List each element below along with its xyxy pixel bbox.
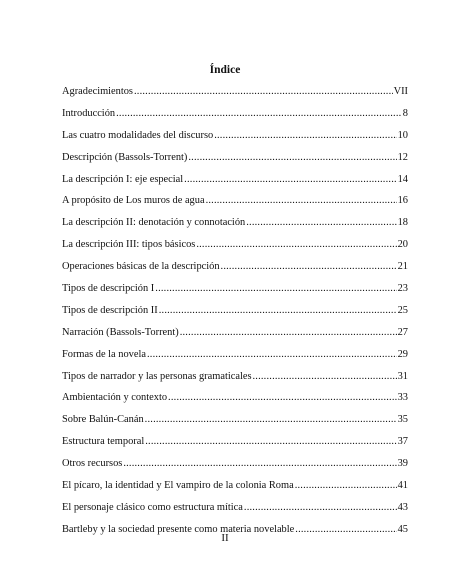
page-number: II (221, 532, 229, 544)
toc-entry (62, 173, 408, 195)
toc-leader-dots (244, 501, 397, 515)
toc-leader-dots (116, 107, 402, 121)
toc-entry-page: 31 (397, 370, 408, 382)
toc-leader-dots (252, 370, 396, 384)
toc-leader-dots (206, 194, 397, 208)
toc-entry (62, 85, 408, 107)
toc-entry-label: El pícaro, la identidad y El vampiro de la colonia Roma (62, 480, 294, 492)
toc-entry-label: Estructura temporal (62, 436, 145, 448)
toc-entry-page: 20 (397, 239, 408, 251)
toc-entry (62, 194, 408, 216)
toc-leader-dots (134, 85, 393, 99)
toc-entry-label: Sobre Balún-Canán (62, 414, 144, 426)
toc-entry-page: 35 (397, 414, 408, 426)
toc-entry-page: 14 (397, 173, 408, 185)
toc-leader-dots (196, 238, 396, 252)
toc-entry (62, 391, 408, 413)
toc-leader-dots (188, 151, 396, 165)
toc-entry-page: 27 (397, 326, 408, 338)
toc-entry-label: Otros recursos (62, 458, 123, 470)
toc-entry-label: Introducción (62, 107, 116, 119)
toc-entry (62, 326, 408, 348)
toc-entry (62, 501, 408, 523)
toc-leader-dots (295, 479, 397, 493)
toc-leader-dots (147, 348, 397, 362)
toc-leader-dots (221, 260, 397, 274)
toc-entry (62, 304, 408, 326)
toc-entry (62, 151, 408, 173)
toc-entry (62, 282, 408, 304)
toc-leader-dots (145, 413, 397, 427)
toc-entry (62, 238, 408, 260)
toc-entry-page: 25 (397, 304, 408, 316)
toc-entry (62, 129, 408, 151)
toc-entry (62, 260, 408, 282)
toc-entry-label: A propósito de Los muros de agua (62, 195, 205, 207)
toc-leader-dots (180, 326, 397, 340)
toc-entry-label: La descripción III: tipos básicos (62, 239, 196, 251)
toc-entry-page: 12 (397, 151, 408, 163)
toc-entry-page: 39 (397, 458, 408, 470)
toc-entry-page: 23 (397, 283, 408, 295)
toc-entry (62, 457, 408, 479)
toc-entry (62, 348, 408, 370)
toc-leader-dots (246, 216, 396, 230)
toc-leader-dots (155, 282, 396, 296)
toc-entry (62, 107, 408, 129)
toc-entry-label: Tipos de descripción II (62, 304, 158, 316)
toc-entry-label: Tipos de descripción I (62, 283, 155, 295)
toc-entry-label: Bartleby y la sociedad presente como materia novelable (62, 523, 295, 535)
toc-leader-dots (184, 173, 396, 187)
toc-entry-page: 8 (402, 107, 408, 119)
toc-entry-page: 18 (397, 217, 408, 229)
toc-entry-page: 21 (397, 261, 408, 273)
toc-entry-page: 10 (397, 129, 408, 141)
toc-leader-dots (214, 129, 396, 143)
toc-entry-label: Formas de la novela (62, 348, 146, 360)
toc-entry-label: Operaciones básicas de la descripción (62, 261, 220, 273)
toc-entry (62, 370, 408, 392)
toc-entry-label: La descripción II: denotación y connotación (62, 217, 246, 229)
toc-entry-page: 29 (397, 348, 408, 360)
toc-entry-page: 41 (397, 480, 408, 492)
toc-entry-label: Ambientación y contexto (62, 392, 168, 404)
toc-entry-label: Descripción (Bassols-Torrent) (62, 151, 188, 163)
toc-entry-label: Tipos de narrador y las personas gramaticales (62, 370, 252, 382)
toc-entry (62, 479, 408, 501)
toc-entry-label: Las cuatro modalidades del discurso (62, 129, 214, 141)
toc-entry-page: 33 (397, 392, 408, 404)
toc-entry-page: 37 (397, 436, 408, 448)
toc-entry-label: Agradecimientos (62, 86, 133, 97)
toc-leader-dots (159, 304, 397, 318)
page-title: Índice (209, 64, 241, 76)
toc-entry-label: El personaje clásico como estructura mítica (62, 501, 243, 513)
toc-leader-dots (168, 391, 397, 405)
toc-leader-dots (145, 435, 396, 449)
toc-entry (62, 216, 408, 238)
toc-entry-label: La descripción I: eje especial (62, 173, 184, 185)
toc-leader-dots (123, 457, 396, 471)
toc-entry (62, 413, 408, 435)
table-of-contents (62, 85, 408, 545)
toc-entry-page: 43 (397, 501, 408, 513)
toc-entry-page: 16 (397, 195, 408, 207)
toc-entry-page: VII (393, 86, 408, 97)
toc-entry-page: 45 (397, 523, 408, 535)
toc-entry-label: Narración (Bassols-Torrent) (62, 326, 179, 338)
toc-entry (62, 435, 408, 457)
